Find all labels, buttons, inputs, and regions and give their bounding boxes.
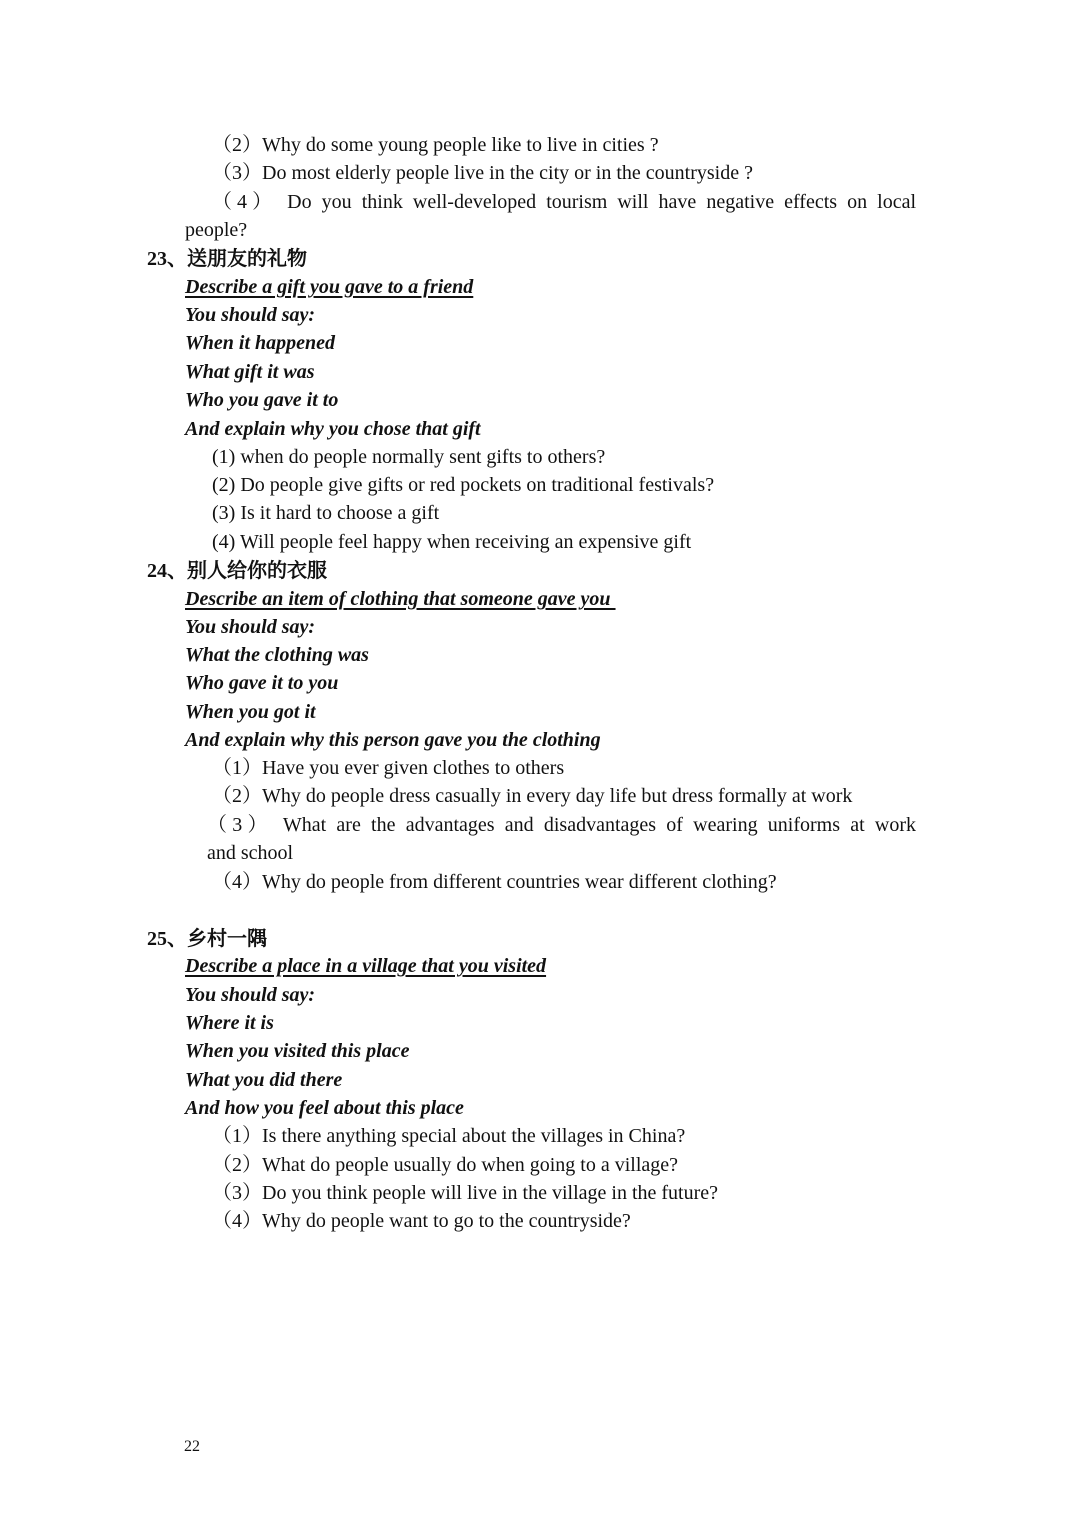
question-text-continued: people? [185,219,248,241]
prompt-point: And how you feel about this place [185,1097,464,1119]
question-text: （2）What do people usually do when going to a village? [212,1154,679,1176]
page-number: 22 [184,1438,200,1455]
prompt-point: Who gave it to you [185,672,339,694]
prompt-should-say: You should say: [185,616,316,638]
question-text: （3）Do most elderly people live in the city or in the countryside ? [212,162,753,184]
prompt-title: Describe an item of clothing that someone gave you [185,588,616,610]
prompt-should-say: You should say: [185,984,316,1006]
topic-number: 23、 [147,248,187,270]
prompt-title: Describe a gift you gave to a friend [185,276,474,298]
prompt-point: And explain why this person gave you the clothing [185,729,601,751]
prompt-point: When you got it [185,701,316,723]
prompt-point: And explain why you chose that gift [185,418,481,440]
topic-number: 24、 [147,560,187,582]
question-text: (4) Will people feel happy when receiving an expensive gift [212,531,692,553]
question-text: (2) Do people give gifts or red pockets on traditional festivals? [212,474,715,496]
question-text: （2）Why do people dress casually in every day life but dress formally at work [212,785,853,807]
topic-heading [147,244,307,273]
prompt-point: What the clothing was [185,644,369,666]
topic-title-chinese: 乡村一隅 [187,926,267,950]
topic-title-chinese: 送朋友的礼物 [187,246,307,270]
question-text: （2）Why do some young people like to live in cities ? [212,134,659,156]
question-text: （4）Why do people want to go to the countryside? [212,1210,631,1232]
topic-heading [147,556,327,585]
question-text: （1）Have you ever given clothes to others [212,757,565,779]
question-text: （4） Do you think well-developed tourism will have negative effects on local [212,191,916,213]
question-text: (3) Is it hard to choose a gift [212,502,440,524]
question-text: （3） What are the advantages and disadvantages of wearing uniforms at work [207,814,916,836]
prompt-point: What you did there [185,1069,343,1091]
topic-title-chinese: 别人给你的衣服 [187,558,327,582]
prompt-title: Describe a place in a village that you visited [185,955,547,977]
topic-heading [147,924,267,953]
prompt-point: Who you gave it to [185,389,339,411]
prompt-point: When it happened [185,332,336,354]
topic-number: 25、 [147,928,187,950]
question-text: （4）Why do people from different countries wear different clothing? [212,871,777,893]
prompt-point: Where it is [185,1012,274,1034]
prompt-point: What gift it was [185,361,315,383]
prompt-point: When you visited this place [185,1040,410,1062]
question-text: （3）Do you think people will live in the village in the future? [212,1182,719,1204]
question-text: （1）Is there anything special about the villages in China? [212,1125,686,1147]
question-text: (1) when do people normally sent gifts to others? [212,446,606,468]
prompt-should-say: You should say: [185,304,316,326]
question-text-continued: and school [207,842,294,864]
